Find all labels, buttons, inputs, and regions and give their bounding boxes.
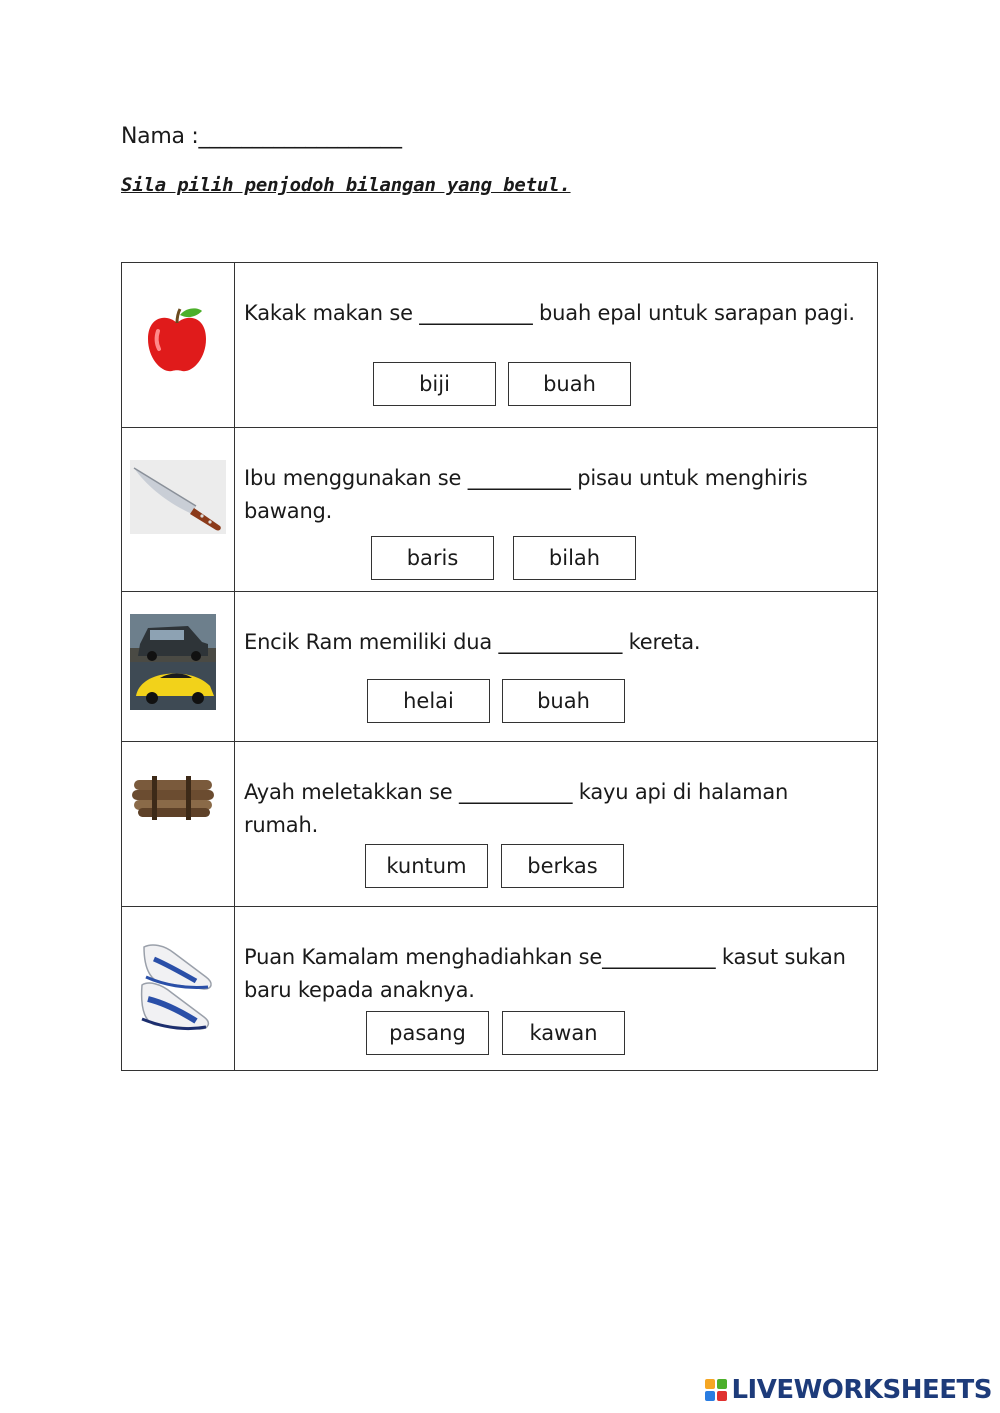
question-row-2	[122, 428, 878, 592]
question-sentence: Kakak makan se ___________ buah epal untuk sarapan pagi.	[244, 301, 855, 325]
firewood-icon	[130, 772, 216, 828]
question-cell	[235, 428, 878, 592]
option-button[interactable]: baris	[371, 536, 494, 580]
question-sentence: Ayah meletakkan se ___________ kayu api di halaman rumah.	[244, 780, 789, 837]
brand-name: LIVEWORKSHEETS	[731, 1375, 992, 1405]
name-label: Nama :___________________	[121, 124, 402, 149]
picture-cell	[122, 742, 235, 907]
option-button[interactable]: biji	[373, 362, 496, 406]
question-table	[121, 262, 878, 1071]
cars-icon	[130, 614, 216, 714]
picture-cell	[122, 428, 235, 592]
question-row-3	[122, 592, 878, 742]
logo-mark-icon	[705, 1379, 727, 1401]
question-cell	[235, 263, 878, 428]
option-button[interactable]: buah	[508, 362, 631, 406]
option-button[interactable]: bilah	[513, 536, 636, 580]
question-row-5	[122, 907, 878, 1071]
option-button[interactable]: berkas	[501, 844, 624, 888]
option-button[interactable]: buah	[502, 679, 625, 723]
picture-cell	[122, 263, 235, 428]
instruction-heading: Sila pilih penjodoh bilangan yang betul.	[121, 174, 571, 196]
question-cell	[235, 592, 878, 742]
question-cell	[235, 742, 878, 907]
question-sentence: Puan Kamalam menghadiahkan se___________ kasut sukan baru kepada anaknya.	[244, 945, 846, 1002]
question-cell	[235, 907, 878, 1071]
option-button[interactable]: kuntum	[365, 844, 488, 888]
picture-cell	[122, 907, 235, 1071]
apple-icon	[144, 305, 210, 381]
question-row-4	[122, 742, 878, 907]
picture-cell	[122, 592, 235, 742]
option-button[interactable]: helai	[367, 679, 490, 723]
option-button[interactable]: kawan	[502, 1011, 625, 1055]
liveworksheets-logo	[705, 1375, 992, 1405]
knife-icon	[130, 460, 226, 538]
question-sentence: Ibu menggunakan se __________ pisau untuk menghiris bawang.	[244, 466, 808, 523]
question-sentence: Encik Ram memiliki dua ____________ kereta.	[244, 630, 701, 654]
question-row-1	[122, 263, 878, 428]
option-button[interactable]: pasang	[366, 1011, 489, 1055]
name-field[interactable]	[121, 124, 402, 149]
sneakers-icon	[134, 937, 216, 1039]
